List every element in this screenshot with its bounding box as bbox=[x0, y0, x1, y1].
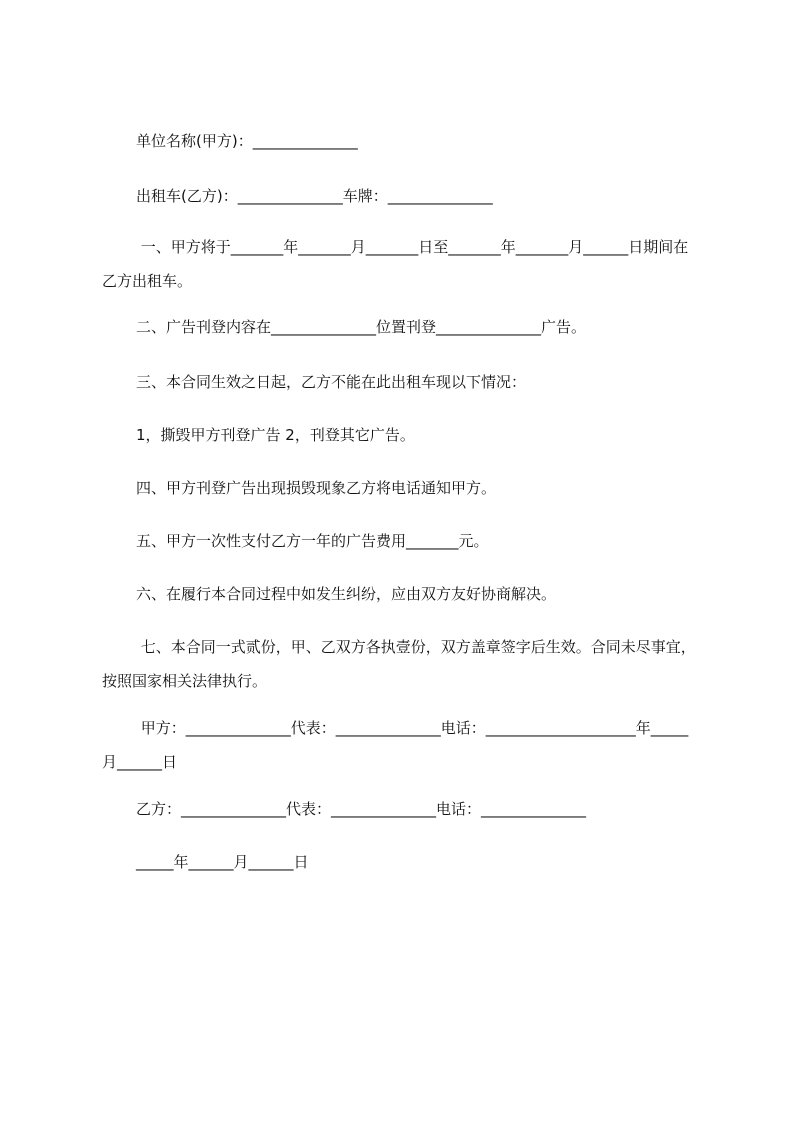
clause-5: 五、甲方一次性支付乙方一年的广告费用_______元。 bbox=[136, 532, 489, 550]
clause-6: 六、在履行本合同过程中如发生纠纷，应由双方友好协商解决。 bbox=[136, 585, 557, 603]
clause-1: 一、甲方将于_______年_______月_______日至_______年_______月______日期间在乙方出租车。 bbox=[102, 238, 689, 290]
date-line: _____年______月______日 bbox=[136, 853, 309, 871]
signature-party-b: 乙方：______________代表：______________电话：______________ bbox=[136, 800, 587, 818]
clause-4: 四、甲方刊登广告出现损毁现象乙方将电话通知甲方。 bbox=[136, 479, 497, 497]
clause-7: 七、本合同一式贰份，甲、乙双方各执壹份，双方盖章签字后生效。合同未尽事宜，按照国家相关法律执行。 bbox=[102, 638, 696, 690]
clause-3-items: 1，撕毁甲方刊登广告 2，刊登其它广告。 bbox=[136, 426, 415, 444]
clause-2: 二、广告刊登内容在______________位置刊登______________广告。 bbox=[136, 318, 587, 336]
clause-3: 三、本合同生效之日起，乙方不能在此出租车现以下情况： bbox=[136, 373, 527, 391]
party-b-taxi-line: 出租车(乙方)：______________车牌：______________ bbox=[136, 187, 493, 205]
signature-party-a: 甲方：______________代表：______________电话：____________________年_____月______日 bbox=[102, 719, 689, 771]
party-a-name-line: 单位名称(甲方)：______________ bbox=[136, 132, 358, 150]
